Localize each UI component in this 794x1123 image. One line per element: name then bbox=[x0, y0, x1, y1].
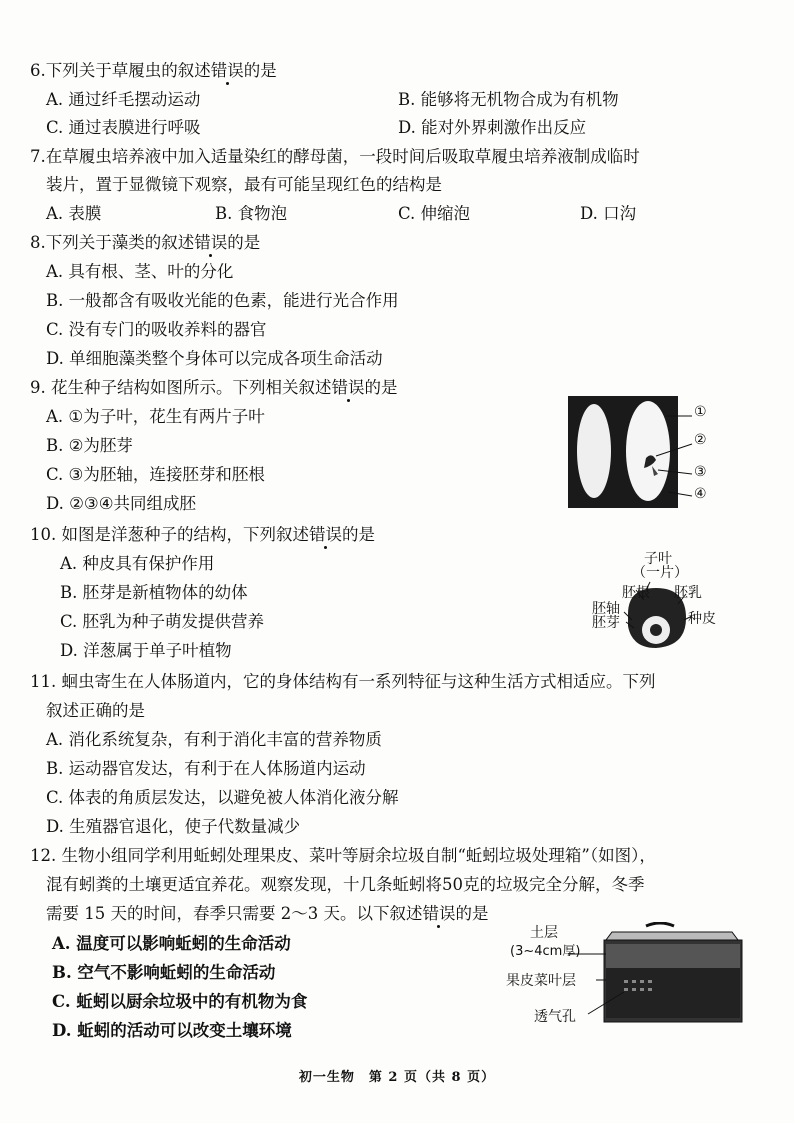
label-vent-hole: 透气孔 bbox=[534, 1009, 576, 1025]
label-cotyledon: 子叶 bbox=[644, 551, 672, 567]
earthworm-box-figure bbox=[500, 922, 750, 1032]
q11-stem-line2: 叙述正确的是 bbox=[46, 701, 145, 720]
q12-option-c[interactable]: C. 蚯蚓以厨余垃圾中的有机物为食 bbox=[52, 992, 308, 1011]
q8-option-d[interactable]: D. 单细胞藻类整个身体可以完成各项生命活动 bbox=[46, 349, 383, 368]
q10-option-a[interactable]: A. 种皮具有保护作用 bbox=[60, 554, 215, 573]
label-4: ④ bbox=[694, 486, 707, 502]
q9-option-d[interactable]: D. ②③④共同组成胚 bbox=[46, 494, 197, 513]
emphasis-wrong: 错误 bbox=[194, 233, 228, 252]
q6-option-d[interactable]: D. 能对外界刺激作出反应 bbox=[398, 118, 587, 137]
q8-option-b[interactable]: B. 一般都含有吸收光能的色素，能进行光合作用 bbox=[46, 291, 399, 310]
q11-option-a[interactable]: A. 消化系统复杂，有利于消化丰富的营养物质 bbox=[46, 730, 382, 749]
label-soil: 土层 bbox=[530, 925, 558, 941]
peanut-seed-figure bbox=[568, 396, 718, 508]
q10-option-d[interactable]: D. 洋葱属于单子叶植物 bbox=[60, 641, 232, 660]
emphasis-wrong: 错误 bbox=[331, 378, 365, 397]
q10-stem: 10. 如图是洋葱种子的结构，下列叙述错误的是 bbox=[30, 525, 375, 544]
q8-option-c[interactable]: C. 没有专门的吸收养料的器官 bbox=[46, 320, 267, 339]
emphasis-wrong: 错误 bbox=[422, 904, 456, 923]
q10-option-b[interactable]: B. 胚芽是新植物体的幼体 bbox=[60, 583, 248, 602]
label-one-piece: （一片） bbox=[632, 565, 688, 581]
q11-option-d[interactable]: D. 生殖器官退化，使子代数量减少 bbox=[46, 817, 301, 836]
q11-option-b[interactable]: B. 运动器官发达，有利于在人体肠道内运动 bbox=[46, 759, 366, 778]
q12-option-a[interactable]: A. 温度可以影响蚯蚓的生命活动 bbox=[52, 934, 291, 953]
q12-option-b[interactable]: B. 空气不影响蚯蚓的生命活动 bbox=[52, 963, 276, 982]
onion-seed-figure bbox=[588, 546, 728, 668]
page-footer: 初一生物 第 2 页（共 8 页） bbox=[298, 1070, 496, 1085]
q6-option-b[interactable]: B. 能够将无机物合成为有机物 bbox=[398, 90, 619, 109]
label-hypocotyl: 胚轴 bbox=[592, 601, 620, 617]
emphasis-wrong: 错误 bbox=[309, 525, 342, 544]
q7-option-c[interactable]: C. 伸缩泡 bbox=[398, 204, 471, 223]
q9-option-a[interactable]: A. ①为子叶，花生有两片子叶 bbox=[46, 407, 265, 426]
q12-stem-line2: 混有蚓粪的土壤更适宜养花。观察发现，十几条蚯蚓将50克的垃圾完全分解，冬季 bbox=[46, 875, 645, 894]
label-radicle: 胚根 bbox=[622, 585, 650, 601]
q12-stem-line1: 12. 生物小组同学利用蚯蚓处理果皮、菜叶等厨余垃圾自制“蚯蚓垃圾处理箱”（如图）， bbox=[30, 846, 656, 865]
label-1: ① bbox=[694, 404, 707, 420]
label-endosperm: 胚乳 bbox=[674, 585, 702, 601]
q7-option-b[interactable]: B. 食物泡 bbox=[215, 204, 288, 223]
q6-stem: 6.下列关于草履虫的叙述错误的是 bbox=[30, 61, 277, 80]
q11-stem-line1: 11. 蛔虫寄生在人体肠道内，它的身体结构有一系列特征与这种生活方式相适应。下列 bbox=[30, 672, 656, 691]
q8-stem: 8.下列关于藻类的叙述错误的是 bbox=[30, 233, 261, 252]
q10-option-c[interactable]: C. 胚乳为种子萌发提供营养 bbox=[60, 612, 265, 631]
q7-option-d[interactable]: D. 口沟 bbox=[580, 204, 637, 223]
q8-option-a[interactable]: A. 具有根、茎、叶的分化 bbox=[46, 262, 234, 281]
label-soil-thickness: (3~4cm厚) bbox=[510, 944, 581, 959]
q12-option-d[interactable]: D. 蚯蚓的活动可以改变土壤环境 bbox=[52, 1021, 292, 1040]
q12-stem-line3: 需要 15 天的时间，春季只需要 2～3 天。以下叙述错误的是 bbox=[46, 904, 489, 923]
q9-option-b[interactable]: B. ②为胚芽 bbox=[46, 436, 133, 455]
label-plumule: 胚芽 bbox=[592, 615, 620, 631]
q7-option-a[interactable]: A. 表膜 bbox=[46, 204, 102, 223]
q11-option-c[interactable]: C. 体表的角质层发达，以避免被人体消化液分解 bbox=[46, 788, 399, 807]
emphasis-wrong: 错误 bbox=[210, 61, 244, 80]
q9-option-c[interactable]: C. ③为胚轴，连接胚芽和胚根 bbox=[46, 465, 265, 484]
q7-stem-line1: 7.在草履虫培养液中加入适量染红的酵母菌，一段时间后吸取草履虫培养液制成临时 bbox=[30, 147, 640, 166]
label-3: ③ bbox=[694, 464, 707, 480]
q6-option-c[interactable]: C. 通过表膜进行呼吸 bbox=[46, 118, 201, 137]
q9-stem: 9. 花生种子结构如图所示。下列相关叙述错误的是 bbox=[30, 378, 398, 397]
label-seed-coat: 种皮 bbox=[688, 611, 716, 627]
label-peel-layer: 果皮菜叶层 bbox=[506, 973, 576, 989]
q7-stem-line2: 装片，置于显微镜下观察，最有可能呈现红色的结构是 bbox=[46, 175, 442, 194]
q6-option-a[interactable]: A. 通过纤毛摆动运动 bbox=[46, 90, 201, 109]
label-2: ② bbox=[694, 432, 707, 448]
